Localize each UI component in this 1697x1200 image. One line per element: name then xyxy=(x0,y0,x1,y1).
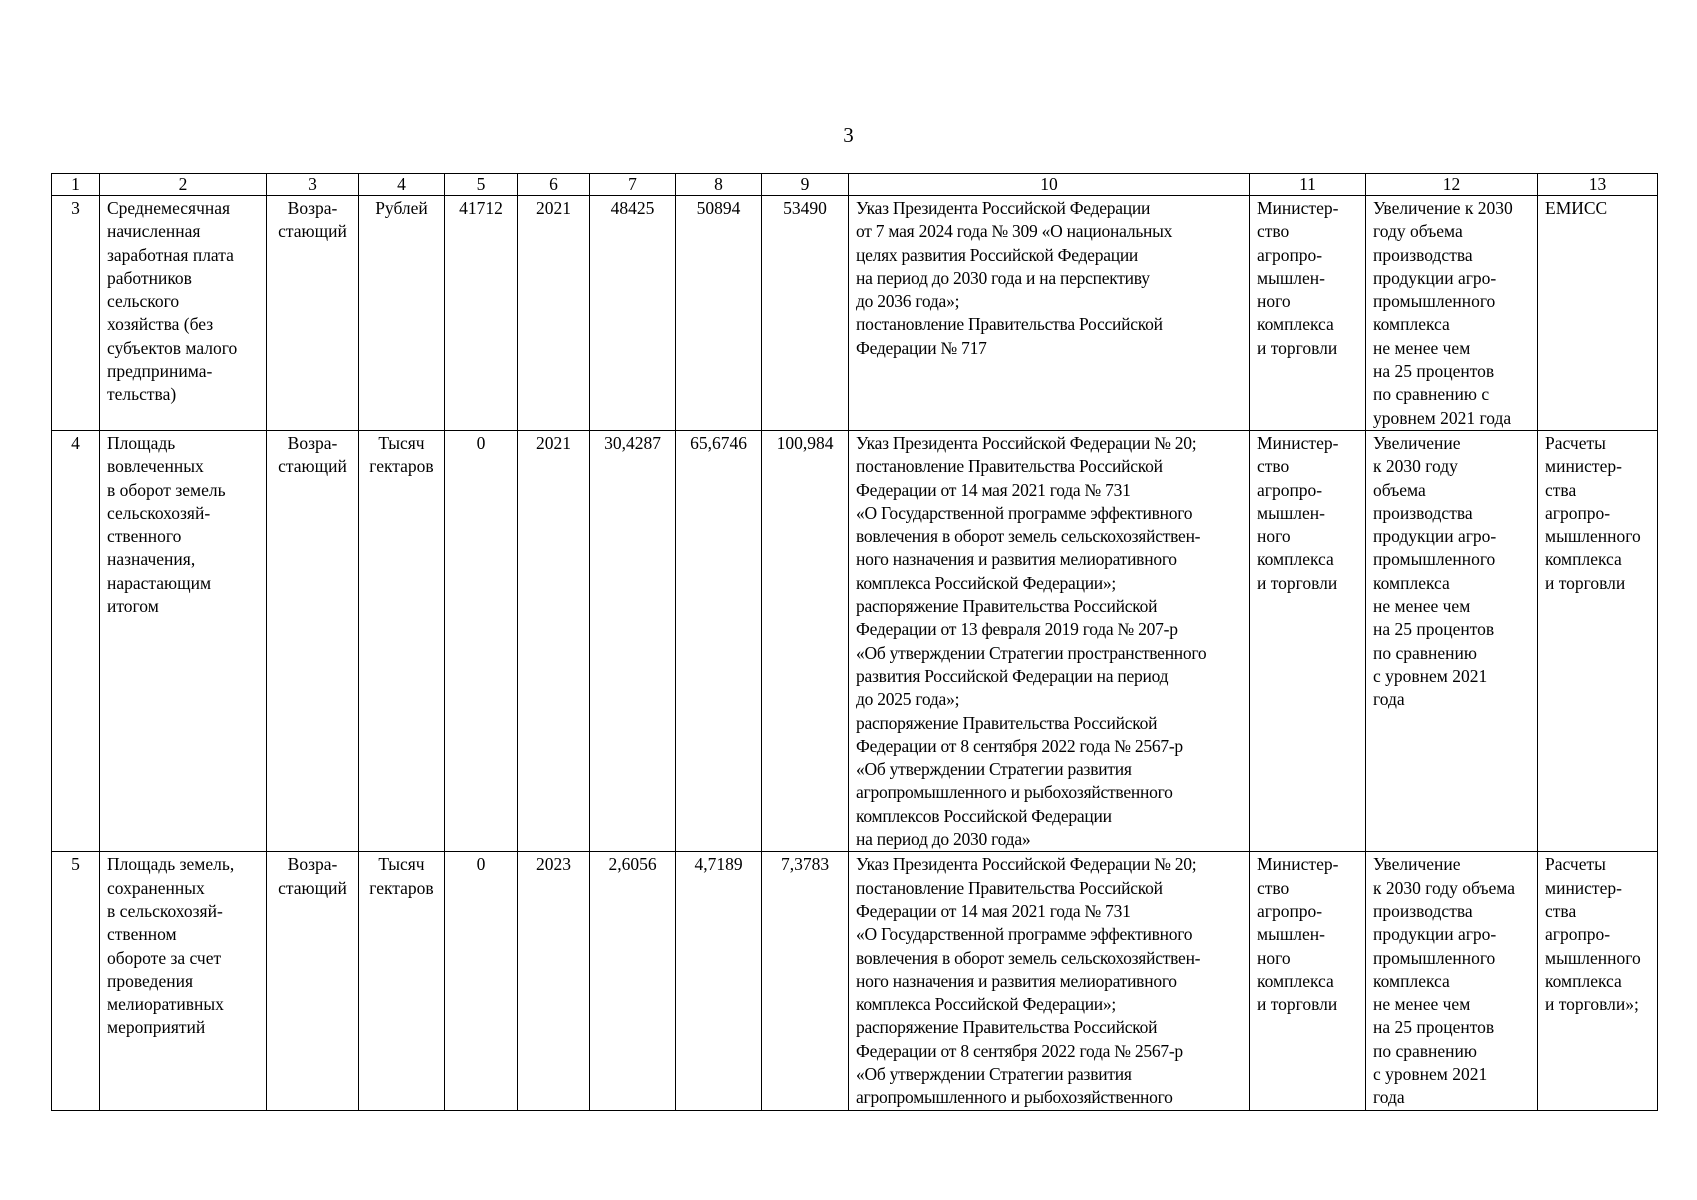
indicators-table xyxy=(51,173,1658,1111)
col-header-9: 9 xyxy=(762,174,849,196)
data-source: ЕМИСС xyxy=(1538,196,1658,431)
value-col-8: 50894 xyxy=(676,196,762,431)
indicator-unit: Тысяч гектаров xyxy=(359,430,445,851)
col-header-8: 8 xyxy=(676,174,762,196)
base-year: 2021 xyxy=(518,196,590,431)
col-header-2: 2 xyxy=(100,174,267,196)
indicator-trend: Возра- стающий xyxy=(267,196,359,431)
goal-link: Увеличение к 2030 году объема производства продукции агро- промышленного комплекса не менее чем на 25 процентов по сравнению с уровнем 2021 года xyxy=(1366,852,1538,1110)
table-row xyxy=(52,430,1658,851)
data-source: Расчеты министер- ства агропро- мышленного комплекса и торговли»; xyxy=(1538,852,1658,1110)
value-col-8: 4,7189 xyxy=(676,852,762,1110)
row-number: 3 xyxy=(52,196,100,431)
base-year: 2021 xyxy=(518,430,590,851)
responsible-body: Министер- ство агропро- мышлен- ного комплекса и торговли xyxy=(1250,196,1366,431)
col-header-10: 10 xyxy=(849,174,1250,196)
indicator-trend: Возра- стающий xyxy=(267,430,359,851)
indicator-unit: Тысяч гектаров xyxy=(359,852,445,1110)
col-header-7: 7 xyxy=(590,174,676,196)
table-row xyxy=(52,196,1658,431)
value-col-9: 100,984 xyxy=(762,430,849,851)
goal-link: Увеличение к 2030 году объема производства продукции агро- промышленного комплекса не менее чем на 25 процентов по сравнению с уровнем 2021 года xyxy=(1366,196,1538,431)
col-header-6: 6 xyxy=(518,174,590,196)
indicator-name: Площадь вовлеченных в оборот земель сельскохозяй- ственного назначения, нарастающим итогом xyxy=(100,430,267,851)
legal-documents: Указ Президента Российской Федерации № 20; постановление Правительства Российской Федерации от 14 мая 2021 года № 731 «О Государственной программе эффективного вовлечения в оборот земель сельскохозяйствен- ного назначения и развития мелиоративного комплекса Российской Федерации»; распоряжение Правительства Российской Федерации от 8 сентября 2022 года № 2567-р «Об утверждении Стратегии развития агропромышленного и рыбохозяйственного xyxy=(849,852,1250,1110)
indicator-unit: Рублей xyxy=(359,196,445,431)
indicator-name: Среднемесячная начисленная заработная плата работников сельского хозяйства (без субъектов малого предпринима- тельства) xyxy=(100,196,267,431)
legal-documents: Указ Президента Российской Федерации от 7 мая 2024 года № 309 «О национальных целях развития Российской Федерации на период до 2030 года и на перспективу до 2036 года»; постановление Правительства Российской Федерации № 717 xyxy=(849,196,1250,431)
col-header-5: 5 xyxy=(445,174,518,196)
header-row xyxy=(52,174,1658,196)
base-value: 41712 xyxy=(445,196,518,431)
table-row xyxy=(52,852,1658,1110)
data-source: Расчеты министер- ства агропро- мышленного комплекса и торговли xyxy=(1538,430,1658,851)
base-value: 0 xyxy=(445,852,518,1110)
legal-documents: Указ Президента Российской Федерации № 20; постановление Правительства Российской Федерации от 14 мая 2021 года № 731 «О Государственной программе эффективного вовлечения в оборот земель сельскохозяйствен- ного назначения и развития мелиоративного комплекса Российской Федерации»; распоряжение Правительства Российской Федерации от 13 февраля 2019 года № 207-р «Об утверждении Стратегии пространственного развития Российской Федерации на период до 2025 года»; распоряжение Правительства Российской Федерации от 8 сентября 2022 года № 2567-р «Об утверждении Стратегии развития агропромышленного и рыбохозяйственного комплексов Российской Федерации на период до 2030 года» xyxy=(849,430,1250,851)
base-year: 2023 xyxy=(518,852,590,1110)
col-header-3: 3 xyxy=(267,174,359,196)
goal-link: Увеличение к 2030 году объема производства продукции агро- промышленного комплекса не менее чем на 25 процентов по сравнению с уровнем 2021 года xyxy=(1366,430,1538,851)
indicator-name: Площадь земель, сохраненных в сельскохозяй- ственном обороте за счет проведения мелиоративных мероприятий xyxy=(100,852,267,1110)
value-col-7: 30,4287 xyxy=(590,430,676,851)
indicator-trend: Возра- стающий xyxy=(267,852,359,1110)
page-number: 3 xyxy=(843,123,854,147)
responsible-body: Министер- ство агропро- мышлен- ного комплекса и торговли xyxy=(1250,430,1366,851)
value-col-9: 7,3783 xyxy=(762,852,849,1110)
responsible-body: Министер- ство агропро- мышлен- ного комплекса и торговли xyxy=(1250,852,1366,1110)
col-header-11: 11 xyxy=(1250,174,1366,196)
value-col-7: 48425 xyxy=(590,196,676,431)
value-col-8: 65,6746 xyxy=(676,430,762,851)
col-header-4: 4 xyxy=(359,174,445,196)
col-header-13: 13 xyxy=(1538,174,1658,196)
base-value: 0 xyxy=(445,430,518,851)
row-number: 5 xyxy=(52,852,100,1110)
col-header-1: 1 xyxy=(52,174,100,196)
value-col-9: 53490 xyxy=(762,196,849,431)
col-header-12: 12 xyxy=(1366,174,1538,196)
row-number: 4 xyxy=(52,430,100,851)
value-col-7: 2,6056 xyxy=(590,852,676,1110)
